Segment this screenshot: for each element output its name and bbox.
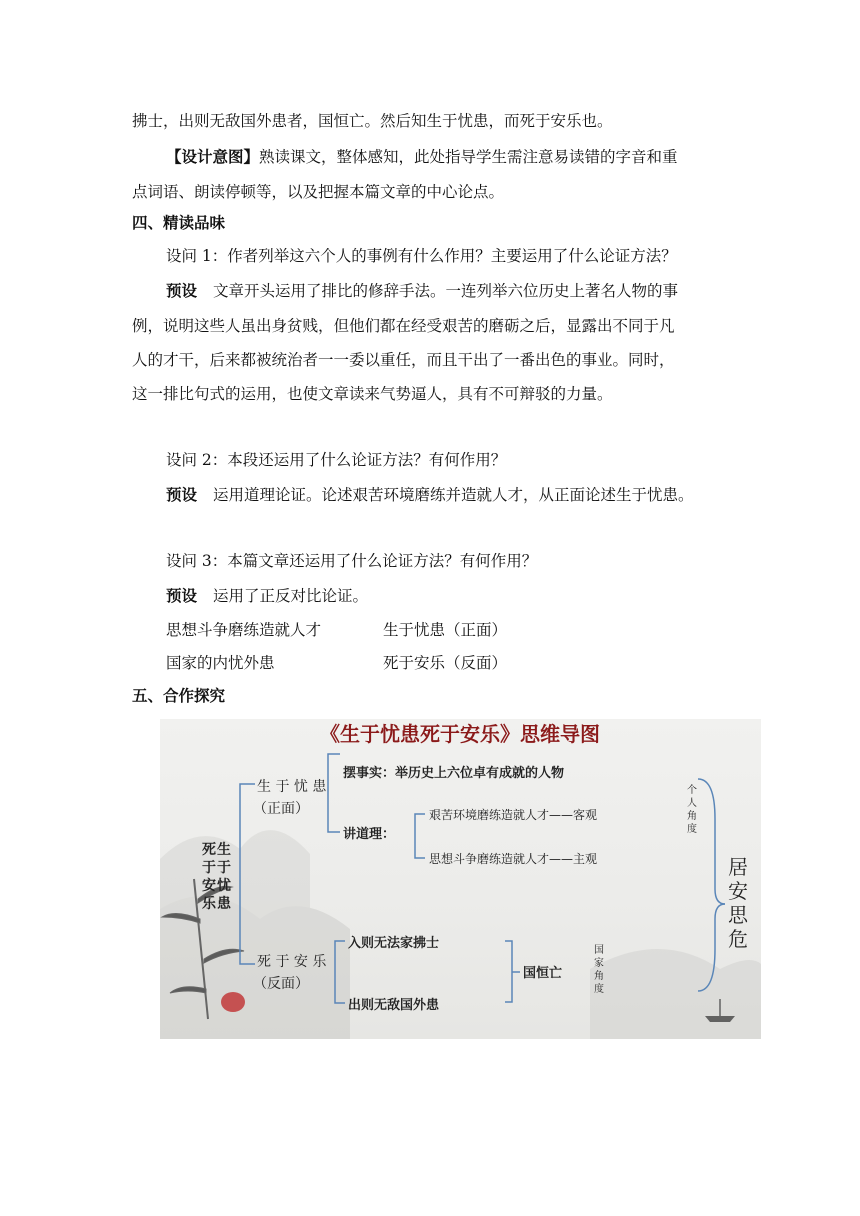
mind-map-image — [160, 719, 761, 1039]
reason-node: 讲道理： — [343, 827, 396, 842]
mind-map-title: 《生于忧患死于安乐》思维导图 — [320, 722, 600, 746]
angle-char: 度 — [687, 824, 697, 835]
conclusion-char: 危 — [728, 927, 748, 951]
inner-node: 入则无法家拂士 — [348, 936, 440, 951]
contrast-row-2-right: 死于安乐（反面） — [383, 654, 508, 672]
answer-text: 运用了正反对比论证。 — [213, 587, 369, 605]
question-2: 设问 2：本段还运用了什么论证方法？有何作用？ — [166, 451, 507, 469]
reason-objective: 艰苦环境磨练造就人才——客观 — [429, 808, 598, 822]
conclusion-node — [728, 855, 749, 951]
design-intent-text: 熟读课文，整体感知，此处指导学生需注意易读错的字音和重 — [259, 148, 678, 166]
branch-positive-label: 生 于 忧 患 — [257, 779, 327, 795]
answer-1-line3: 人的才干，后来都被统治者一一委以重任，而且干出了一番出色的事业。同时， — [132, 351, 675, 369]
answer-1-line2: 例，说明这些人虽出身贫贱，但他们都在经受艰苦的磨砺之后，显露出不同于凡 — [132, 317, 675, 335]
answer-tag: 预设 — [166, 586, 198, 605]
question-1: 设问 1：作者列举这六个人的事例有什么作用？主要运用了什么论证方法？ — [166, 247, 677, 265]
root-char: 生 — [217, 842, 231, 858]
seal-stamp — [221, 992, 245, 1012]
reason-subjective: 思想斗争磨练造就人才——主观 — [429, 852, 598, 866]
answer-text: 文章开头运用了排比的修辞手法。一连列举六位历史上著名人物的事 — [213, 282, 679, 300]
answer-1-line1 — [166, 281, 678, 301]
conclusion-char: 思 — [728, 903, 748, 927]
paragraph-text: 拂士，出则无敌国外患者，国恒亡。然后知生于忧患，而死于安乐也。 — [132, 112, 613, 130]
contrast-row-1-left: 思想斗争磨练造就人才 — [166, 621, 322, 639]
conclusion-char: 安 — [728, 879, 748, 903]
personal-angle-label — [687, 783, 697, 835]
answer-1-line4: 这一排比句式的运用，也使文章读来气势逼人，具有不可辩驳的力量。 — [132, 385, 613, 403]
angle-char: 角 — [687, 811, 697, 822]
design-intent-line2: 点词语、朗读停顿等，以及把握本篇文章的中心论点。 — [132, 183, 505, 201]
conclusion-char: 居 — [728, 855, 748, 879]
root-char: 死 — [202, 842, 216, 858]
root-char: 乐 — [202, 896, 216, 912]
section-heading-5: 五、合作探究 — [132, 686, 226, 705]
answer-2 — [166, 485, 694, 505]
fact-node: 摆事实：举历史上六位卓有成就的人物 — [343, 766, 565, 781]
answer-tag: 预设 — [166, 281, 198, 300]
angle-char: 人 — [687, 798, 697, 809]
root-char: 安 — [202, 878, 216, 894]
root-char: 患 — [217, 896, 231, 912]
root-char: 于 — [217, 860, 231, 876]
design-intent-line1 — [166, 147, 678, 167]
angle-char: 国 — [594, 945, 604, 956]
contrast-row-1-right: 生于忧患（正面） — [383, 621, 508, 639]
angle-char: 角 — [594, 971, 604, 982]
branch-positive-sub: （正面） — [253, 801, 309, 817]
contrast-row-2-left: 国家的内忧外患 — [166, 654, 275, 672]
section-heading-4: 四、精读品味 — [132, 213, 226, 232]
design-intent-tag: 【设计意图】 — [166, 147, 260, 166]
answer-3 — [166, 586, 368, 606]
root-char: 于 — [202, 860, 216, 876]
branch-negative-label: 死 于 安 乐 — [257, 954, 327, 970]
answer-tag: 预设 — [166, 485, 198, 504]
mind-map-svg — [160, 719, 761, 1039]
root-char: 忧 — [217, 878, 231, 894]
angle-char: 个 — [687, 785, 697, 796]
angle-char: 家 — [594, 958, 604, 969]
outer-node: 出则无敌国外患 — [348, 998, 440, 1013]
question-3: 设问 3：本篇文章还运用了什么论证方法？有何作用？ — [166, 552, 538, 570]
result-node: 国恒亡 — [523, 966, 563, 981]
answer-text: 运用道理论证。论述艰苦环境磨练并造就人才，从正面论述生于忧患。 — [213, 486, 694, 504]
angle-char: 度 — [594, 984, 604, 995]
branch-negative-sub: （反面） — [253, 976, 309, 992]
